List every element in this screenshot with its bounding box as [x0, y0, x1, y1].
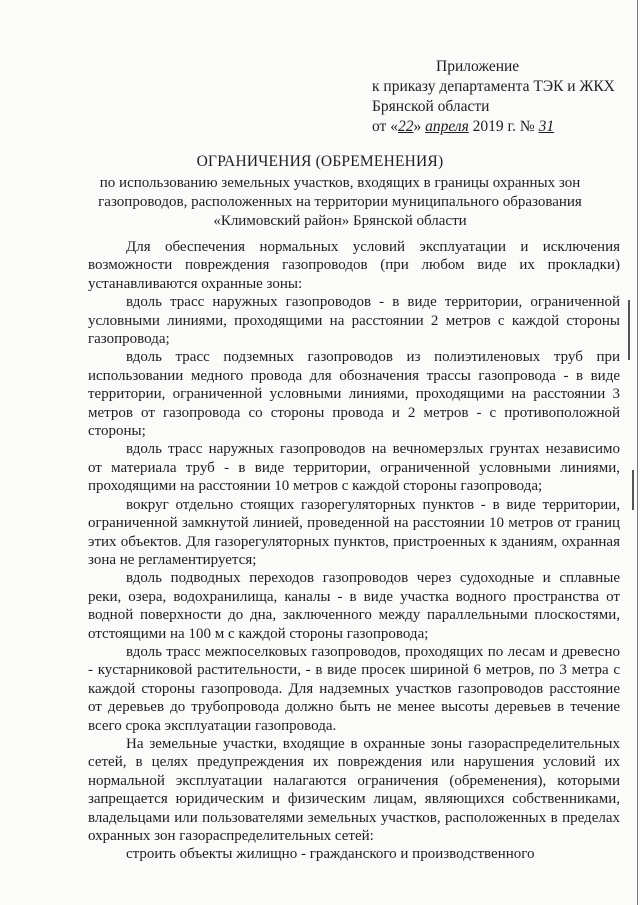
annex-region-line: Брянской области	[372, 98, 490, 115]
date-mid: »	[413, 118, 426, 135]
document-title: ОГРАНИЧЕНИЯ (ОБРЕМЕНЕНИЯ)	[196, 153, 444, 170]
paragraph-item: вдоль трасс наружных газопроводов - в виде территории, ограниченной условными линиями, проходящими на расстоянии 2 метров с каждой стороны газопровода;	[88, 294, 620, 348]
paragraph-item: строить объекты жилищно - гражданского и производственного	[126, 846, 535, 863]
date-year: 2019 г. №	[468, 118, 539, 135]
annex-block	[372, 57, 632, 137]
document-body	[88, 238, 620, 864]
handwritten-number: 31	[538, 118, 555, 135]
scan-edge-mark	[632, 470, 634, 510]
paragraph-restrictions: На земельные участки, входящие в охранные зоны газораспределительных сетей, в целях предупреждения их повреждения или нарушения условий их нормальной эксплуатации налагаются ограничения (обременения), которыми запрещается юридическим и физическим лицам, являющихся собственниками, владельцами или пользователями земельных участков, расположенных в пределах охранных зон газораспределительных сетей:	[88, 735, 620, 844]
handwritten-month: апреля	[425, 118, 469, 135]
paragraph-item: вокруг отдельно стоящих газорегуляторных пунктов - в виде территории, ограниченной замкнутой линией, проведенной на расстоянии 10 метров от границ этих объектов. Для газорегуляторных пунктов, пристроенных к зданиям, охранная зона не регламентируется;	[88, 496, 620, 568]
scan-edge-line	[637, 0, 638, 905]
scan-edge-mark	[628, 300, 630, 360]
subtitle-line-2: газопроводов, расположенных на территории муниципального образования	[98, 194, 582, 210]
document-subtitle	[60, 174, 620, 231]
handwritten-day: 22	[397, 118, 414, 135]
paragraph-item: вдоль трасс подземных газопроводов из полиэтиленовых труб при использовании медного провода для обозначения трассы газопровода - в виде территории, ограниченной условными линиями, проходящими на расстоянии 3 метров от газопровода со стороны провода и 2 метров - с противоположной стороны;	[88, 349, 620, 440]
date-prefix: от «	[372, 118, 398, 135]
subtitle-line-3: «Климовский район» Брянской области	[213, 213, 467, 229]
annex-title: Приложение	[436, 58, 520, 75]
subtitle-line-1: по использованию земельных участков, входящих в границы охранных зон	[99, 175, 581, 191]
annex-date-line	[372, 117, 632, 137]
paragraph-item: вдоль трасс наружных газопроводов на вечномерзлых грунтах независимо от материала труб - в виде территории, ограниченной условными линиями, проходящими на расстоянии 10 метров с каждой стороны газопровода;	[88, 441, 620, 495]
paragraph-intro: Для обеспечения нормальных условий эксплуатации и исключения возможности повреждения газопроводов (при любом виде их прокладки) устанавливаются охранные зоны:	[88, 239, 620, 292]
annex-order-line: к приказу департамента ТЭК и ЖКХ	[372, 78, 615, 95]
paragraph-item: вдоль трасс межпоселковых газопроводов, проходящих по лесам и древесно - кустарниковой растительности, - в виде просек шириной 6 метров, по 3 метра с каждой стороны газопровода. Для надземных участков газопроводов расстояние от деревьев до трубопровода должно быть не менее высоты деревьев в течение всего срока эксплуатации газопровода.	[88, 643, 620, 734]
paragraph-item: вдоль подводных переходов газопроводов через судоходные и сплавные реки, озера, водохранилища, каналы - в виде участка водного пространства от водной поверхности до дна, заключенного между параллельными плоскостями, отстоящими на 100 м с каждой стороны газопровода;	[88, 570, 620, 642]
